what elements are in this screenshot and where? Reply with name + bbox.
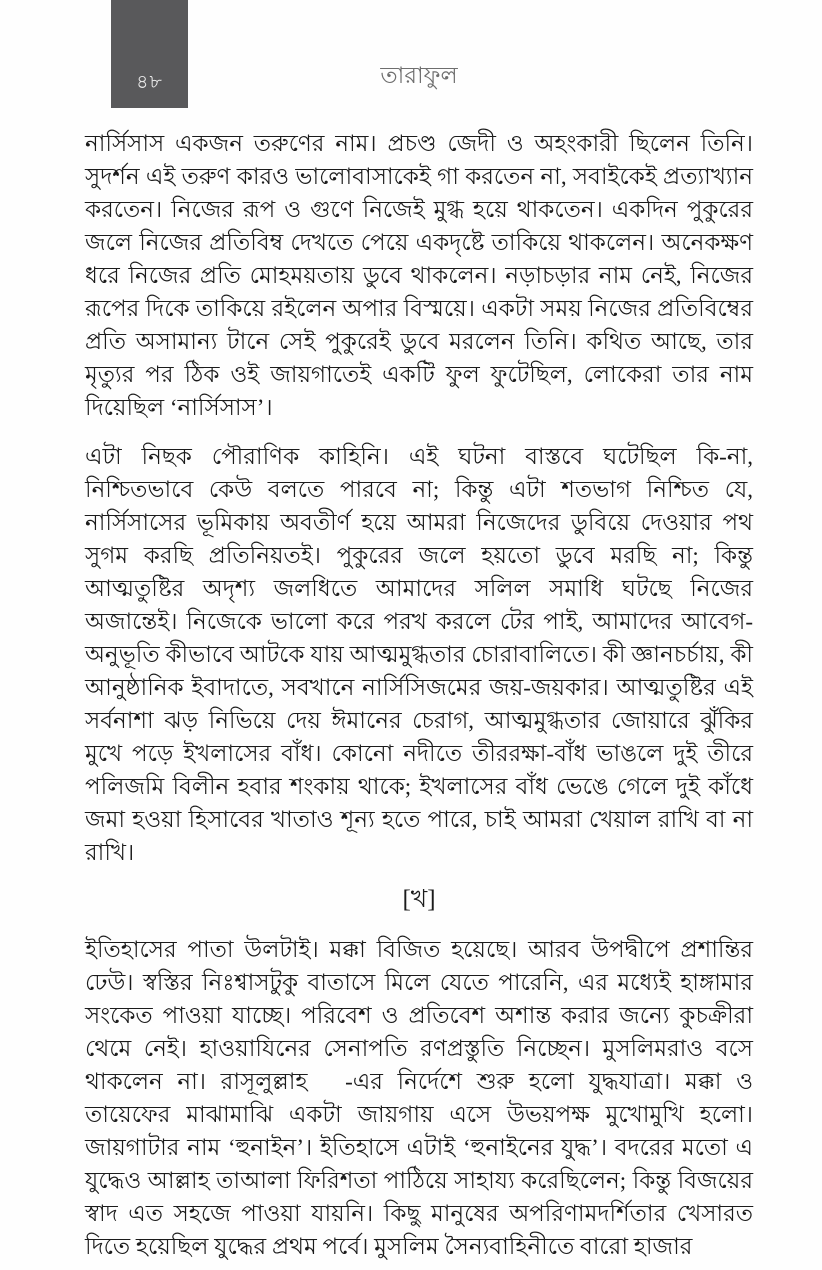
page-number: ৪৮ bbox=[136, 72, 163, 93]
section-marker: [খ] bbox=[402, 886, 436, 913]
paragraph-hunayn-history: ইতিহাসের পাতা উলটাই। মক্কা বিজিত হয়েছে। আরব উপদ্বীপে প্রশান্তির ঢেউ। স্বস্তির নিঃশ্বাসটুকু বাতাসে মিলে যেতে পারেনি, এর মধ্যেই হাঙ্গামার সংকেত পাওয়া যাচ্ছে। পরিবেশ ও প্রতিবেশ অশান্ত করার জন্যে কুচক্রীরা থেমে নেই। হাওয়াযিনের সেনাপতি রণপ্রস্তুতি নিচ্ছেন। মুসলিমরাও বসে থাকলেন না। রাসূলুল্লাহ -এর নির্দেশে শুরু হলো যুদ্ধযাত্রা। মক্কা ও তায়েফের মাঝামাঝি একটা জায়গায় এসে উভয়পক্ষ মুখোমুখি হলো। জায়গাটার নাম ‘হুনাইন’। ইতিহাসে এটাই ‘হুনাইনের যুদ্ধ’। বদরের মতো এ যুদ্ধেও আল্লাহ তাআলা ফিরিশতা পাঠিয়ে সাহায্য করেছিলেন; কিন্তু বিজয়ের স্বাদ এত সহজে পাওয়া যায়নি। কিছু মানুষের অপরিণামদর্শিতার খেসারত দিতে হয়েছিল যুদ্ধের প্রথম পর্বে। মুসলিম সৈন্যবাহিনীতে বারো হাজার bbox=[85, 937, 753, 1259]
page-number-box bbox=[111, 0, 188, 108]
body-text bbox=[85, 127, 753, 1263]
paragraph-narcissism-reflection: এটা নিছক পৌরাণিক কাহিনি। এই ঘটনা বাস্তবে ঘটেছিল কি-না, নিশ্চিতভাবে কেউ বলতে পারবে না; কিন্তু এটা শতভাগ নিশ্চিত যে, নার্সিসাসের ভূমিকায় অবতীর্ণ হয়ে আমরা নিজেদের ডুবিয়ে দেওয়ার পথ সুগম করছি প্রতিনিয়তই। পুকুরের জলে হয়তো ডুবে মরছি না; কিন্তু আত্মতুষ্টির অদৃশ্য জলধিতে আমাদের সলিল সমাধি ঘটছে নিজের অজান্তেই। নিজেকে ভালো করে পরখ করলে টের পাই, আমাদের আবেগ-অনুভূতি কীভাবে আটকে যায় আত্মমুগ্ধতার চোরাবালিতে। কী জ্ঞানচর্চায়, কী আনুষ্ঠানিক ইবাদাতে, সবখানে নার্সিসিজমের জয়-জয়কার। আত্মতুষ্টির এই সর্বনাশা ঝড় নিভিয়ে দেয় ঈমানের চেরাগ, আত্মমুগ্ধতার জোয়ারে ঝুঁকির মুখে পড়ে ইখলাসের বাঁধ। কোনো নদীতে তীররক্ষা-বাঁধ ভাঙলে দুই তীরে পলিজমি বিলীন হবার শংকায় থাকে; ইখলাসের বাঁধ ভেঙে গেলে দুই কাঁধে জমা হওয়া হিসাবের খাতাও শূন্য হতে পারে, চাই আমরা খেয়াল রাখি বা না রাখি। bbox=[85, 444, 753, 865]
running-header-title: তারাফুল bbox=[380, 63, 458, 88]
paragraph-narcissus-story: নার্সিসাস একজন তরুণের নাম। প্রচণ্ড জেদী ও অহংকারী ছিলেন তিনি। সুদর্শন এই তরুণ কারও ভালোবাসাকেই গা করতেন না, সবাইকেই প্রত্যাখ্যান করতেন। নিজের রূপ ও গুণে নিজেই মুগ্ধ হয়ে থাকতেন। একদিন পুকুরের জলে নিজের প্রতিবিম্ব দেখতে পেয়ে একদৃষ্টে তাকিয়ে থাকলেন। অনেকক্ষণ ধরে নিজের প্রতি মোহময়তায় ডুবে থাকলেন। নড়াচড়ার নাম নেই, নিজের রূপের দিকে তাকিয়ে রইলেন অপার বিস্ময়ে। একটা সময় নিজের প্রতিবিম্বের প্রতি অসামান্য টানে সেই পুকুরেই ডুবে মরলেন তিনি। কথিত আছে, তার মৃত্যুর পর ঠিক ওই জায়গাতেই একটি ফুল ফুটেছিল, লোকেরা তার নাম দিয়েছিল ‘নার্সিসাস’। bbox=[85, 131, 753, 420]
